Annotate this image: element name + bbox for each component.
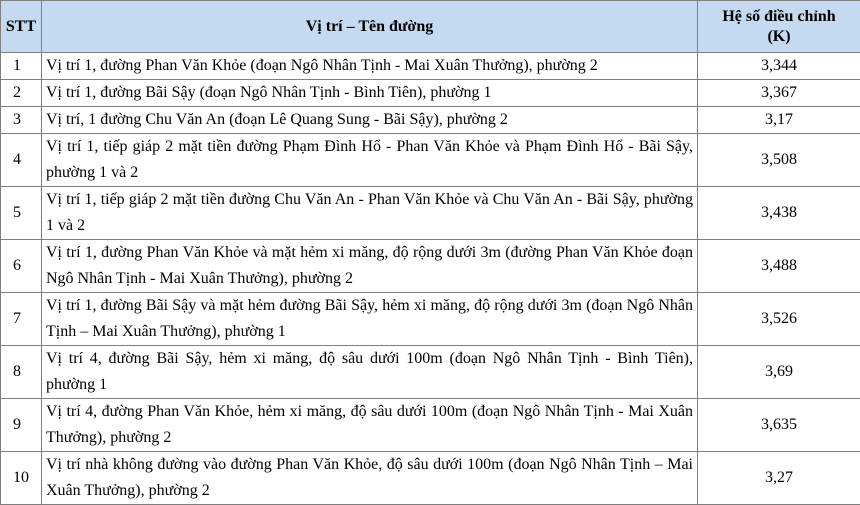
table-header-row [1,1,860,53]
table-row [1,346,860,399]
table-row [1,80,860,107]
row-coefficient: 3,344 [698,53,860,80]
row-coefficient: 3,17 [698,107,860,134]
row-location: Vị trí 1, đường Bãi Sậy (đoạn Ngô Nhân Tịnh - Bình Tiên), phường 1 [42,80,698,107]
row-location: Vị trí 1, đường Bãi Sậy và mặt hẻm đường Bãi Sậy, hẻm xi măng, độ rộng dưới 3m (đoạn Ngô Nhân Tịnh – Mai Xuân Thưởng), phường 1 [42,293,698,346]
row-coefficient: 3,27 [698,452,860,505]
header-coef-line1: Hệ số điều chỉnh [722,8,835,25]
table-row [1,452,860,505]
row-location: Vị trí 1, đường Phan Văn Khỏe và mặt hẻm xi măng, độ rộng dưới 3m (đường Phan Văn Khỏe đoạn Ngô Nhân Tịnh - Mai Xuân Thưởng), phường 2 [42,240,698,293]
row-stt: 4 [1,134,42,187]
row-stt: 2 [1,80,42,107]
table-row [1,293,860,346]
table-row [1,187,860,240]
row-stt: 10 [1,452,42,505]
header-stt: STT [1,1,42,53]
row-coefficient: 3,367 [698,80,860,107]
header-coef-line2: (K) [767,28,790,45]
header-adjustment-coefficient [698,1,860,53]
row-stt: 7 [1,293,42,346]
row-coefficient: 3,526 [698,293,860,346]
table-row [1,53,860,80]
row-location: Vị trí 4, đường Bãi Sậy, hẻm xi măng, độ sâu dưới 100m (đoạn Ngô Nhân Tịnh - Bình Tiên), phường 1 [42,346,698,399]
row-stt: 3 [1,107,42,134]
header-location-street: Vị trí – Tên đường [42,1,698,53]
table-row [1,107,860,134]
row-stt: 5 [1,187,42,240]
table-row [1,134,860,187]
row-location: Vị trí, 1 đường Chu Văn An (đoạn Lê Quang Sung - Bãi Sậy), phường 2 [42,107,698,134]
row-location: Vị trí nhà không đường vào đường Phan Văn Khỏe, độ sâu dưới 100m (đoạn Ngô Nhân Tịnh – Mai Xuân Thưởng), phường 2 [42,452,698,505]
row-stt: 1 [1,53,42,80]
table-row [1,240,860,293]
row-stt: 8 [1,346,42,399]
table-row [1,399,860,452]
row-coefficient: 3,488 [698,240,860,293]
row-location: Vị trí 4, đường Phan Văn Khỏe, hẻm xi măng, độ sâu dưới 100m (đoạn Ngô Nhân Tịnh - Mai Xuân Thưởng), phường 2 [42,399,698,452]
row-coefficient: 3,508 [698,134,860,187]
row-coefficient: 3,69 [698,346,860,399]
row-stt: 9 [1,399,42,452]
row-location: Vị trí 1, tiếp giáp 2 mặt tiền đường Chu Văn An - Phan Văn Khỏe và Chu Văn An - Bãi Sậy, phường 1 và 2 [42,187,698,240]
row-location: Vị trí 1, tiếp giáp 2 mặt tiền đường Phạm Đình Hổ - Phan Văn Khỏe và Phạm Đình Hổ - Bãi Sậy, phường 1 và 2 [42,134,698,187]
row-coefficient: 3,438 [698,187,860,240]
row-stt: 6 [1,240,42,293]
row-location: Vị trí 1, đường Phan Văn Khỏe (đoạn Ngô Nhân Tịnh - Mai Xuân Thưởng), phường 2 [42,53,698,80]
row-coefficient: 3,635 [698,399,860,452]
